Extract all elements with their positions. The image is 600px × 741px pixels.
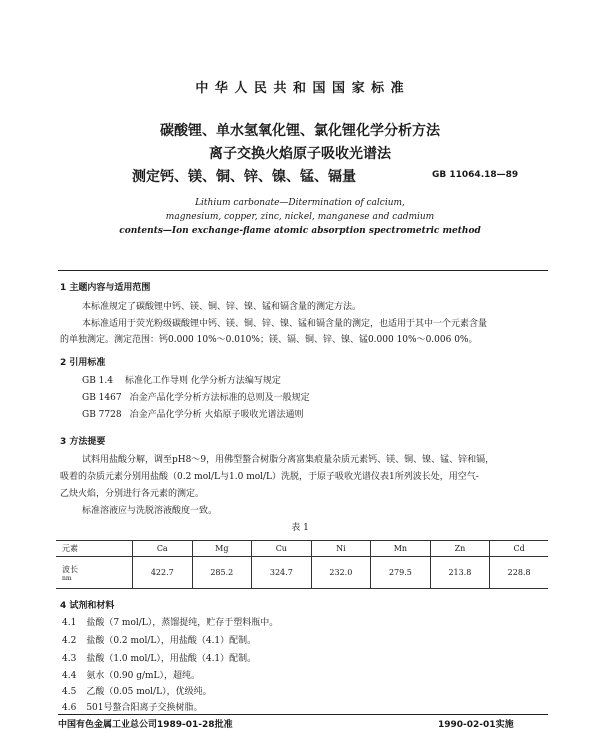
title-line-1: 碳酸锂、单水氢氧化锂、氯化锂化学分析方法 [160,123,440,139]
reagent-number: 4.4 [62,671,77,681]
footer-divider [58,714,548,715]
national-standard-label: 中 华 人 民 共 和 国 国 家 标 准 [195,81,405,96]
reagent-text: 501号螯合阳离子交换树脂。 [86,703,203,713]
section-4-heading: 4 试剂和材料 [60,601,115,611]
section-3-paragraph-2: 标准溶液应与洗脱溶液酸度一致。 [82,506,218,516]
reagent-number: 4.2 [62,636,77,646]
reference-item [82,409,303,421]
reagent-text: 氨水（0.90 g/mL），超纯。 [86,671,201,681]
reagent-number: 4.5 [62,687,77,697]
title-line-3: 测定钙、镁、铜、锌、镍、锰、镉量 [132,169,356,185]
section-2-heading: 2 引用标准 [60,358,106,368]
reference-code: GB 7728 [82,410,122,420]
table-cell-element: Cd [490,541,548,557]
reagent-item [62,635,256,647]
english-title-line-2: magnesium, copper, zinc, nickel, manganese and cadmium [165,212,435,222]
table-cell-wavelength: 228.8 [490,557,548,589]
reagent-text: 乙酸（0.05 mol/L），优级纯。 [86,687,212,697]
reagent-item [62,670,200,682]
row-label-text: 波长 [62,564,78,574]
reference-code: GB 1467 [82,393,122,403]
implementation-date: 1990-02-01实施 [438,720,514,730]
reagent-text: 盐酸（0.2 mol/L），用盐酸（4.1）配制。 [86,636,257,646]
table-cell-element: Cu [252,541,312,557]
table-cell-element: Ca [133,541,193,557]
section-1-paragraph-2a: 本标准适用于荧光粉级碳酸锂中钙、镁、铜、锌、镍、锰和镉含量的测定，也适用于其中一个元素含量 [82,319,488,329]
wavelength-table [56,540,548,589]
section-3-paragraph-1b: 吸着的杂质元素分别用盐酸（0.2 mol/L与1.0 mol/L）洗脱，于原子吸收光谱仪表1所列波长处，用空气- [60,472,479,482]
reagent-item [62,653,256,665]
reference-code: GB 1.4 [82,376,113,386]
header-divider [58,270,548,271]
section-3-paragraph-1a: 试料用盐酸分解，调至pH8～9，用佛型螯合树脂分离富集痕量杂质元素钙、镁、铜、镍、锰、锌和镉， [82,455,495,465]
table-cell-wavelength: 213.8 [430,557,490,589]
section-1-paragraph-1: 本标准规定了碳酸锂中钙、镁、铜、锌、镍、锰和镉含量的测定方法。 [82,302,362,312]
reagent-item [62,617,278,629]
table-cell-element: Mn [371,541,431,557]
english-title-line-1: Lithium carbonate—Ditermination of calcium, [195,198,405,208]
table-caption: 表 1 [291,523,309,533]
reagent-text: 盐酸（1.0 mol/L），用盐酸（4.1）配制。 [86,654,257,664]
reagent-item [62,686,212,698]
section-3-paragraph-1c: 乙炔火焰，分别进行各元素的测定。 [60,489,205,499]
reference-text: 冶金产品化学分析方法标准的总则及一般规定 [129,393,310,403]
reagent-number: 4.6 [62,703,77,713]
row-unit-text: nm [62,574,72,582]
table-cell-element: Mg [192,541,252,557]
reagent-text: 盐酸（7 mol/L），蒸馏提纯，贮存于塑料瓶中。 [86,618,279,628]
table-cell-element: Zn [430,541,490,557]
standard-code: GB 11064.18—89 [432,170,519,180]
table-cell-wavelength: 422.7 [133,557,193,589]
title-line-2: 离子交换火焰原子吸收光谱法 [209,146,391,162]
table-header-row [56,541,548,557]
reagent-number: 4.3 [62,654,77,664]
section-3-heading: 3 方法提要 [60,437,106,447]
section-1-heading: 1 主题内容与适用范围 [60,283,151,293]
reference-item [82,392,310,404]
table-header-label: 元素 [56,541,133,557]
table-row-label [56,557,133,589]
table-row [56,557,548,589]
table-cell-wavelength: 232.0 [311,557,371,589]
reagent-item [62,702,203,714]
section-1-paragraph-2b: 的单独测定。测定范围：钙0.000 10%～0.010%；镁、镉、铜、锌、镍、锰0.000 10%～0.006 0%。 [60,335,478,345]
reference-text: 冶金产品化学分析 火焰原子吸收光谱法通则 [129,410,304,420]
reference-item [82,375,281,387]
table-cell-wavelength: 285.2 [192,557,252,589]
reference-text: 标准化工作导则 化学分析方法编写规定 [124,376,281,386]
reagent-number: 4.1 [62,618,77,628]
approval-date: 中国有色金属工业总公司1989-01-28批准 [58,720,233,730]
table-cell-wavelength: 324.7 [252,557,312,589]
table-cell-wavelength: 279.5 [371,557,431,589]
english-title-line-3: contents—Ion exchange-flame atomic absorption spectrometric method [119,226,481,236]
table-cell-element: Ni [311,541,371,557]
